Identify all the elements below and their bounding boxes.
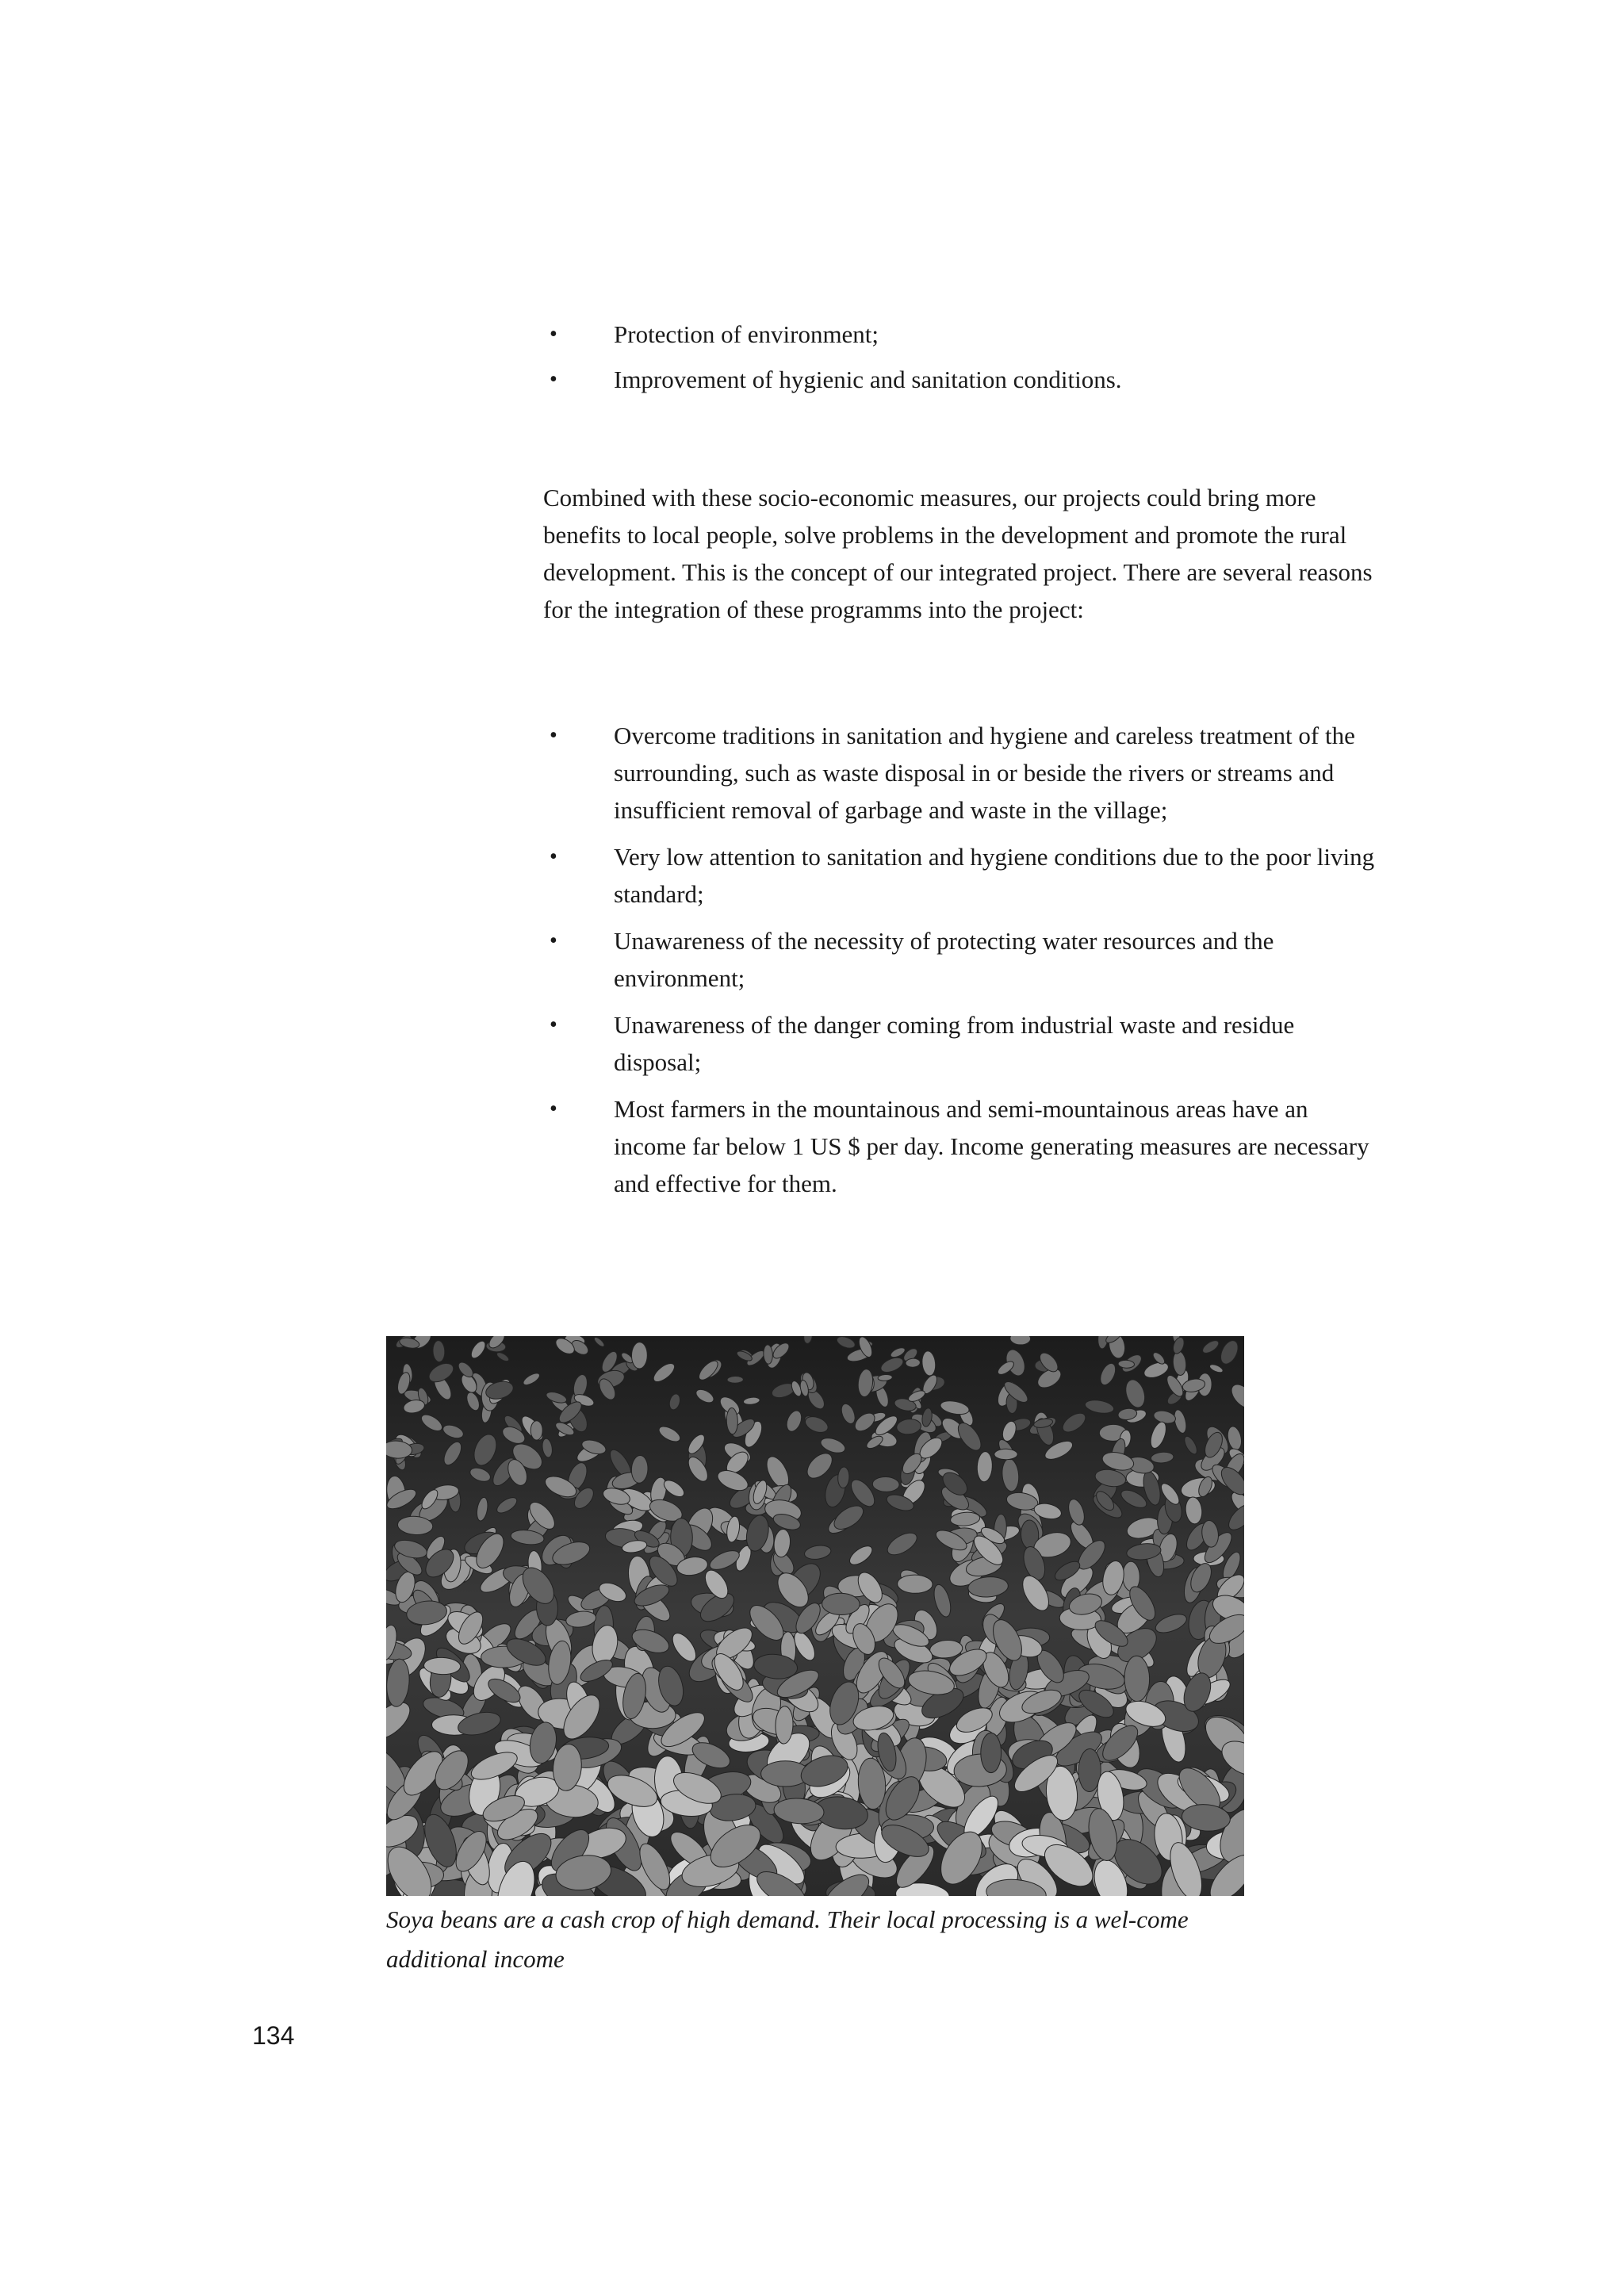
list-item-text: Unawareness of the necessity of protecting water resources and the environment; <box>614 927 1274 992</box>
list-item <box>543 838 1384 913</box>
leaf <box>727 1376 744 1383</box>
bullet-glyph: • <box>550 1013 557 1037</box>
list-item-text: Very low attention to sanitation and hygiene conditions due to the poor living standard; <box>614 843 1375 908</box>
bullet-glyph: • <box>550 1097 557 1121</box>
list-item <box>543 1006 1384 1081</box>
list-item-text: Protection of environment; <box>614 320 879 348</box>
leaf <box>530 1421 542 1440</box>
list-item-text: Most farmers in the mountainous and semi-mountainous areas have an income far below 1 US $ per day. Income generating measures are necessary and effective for them. <box>614 1095 1369 1197</box>
leaf <box>631 1342 647 1369</box>
list-item <box>543 717 1384 829</box>
list-item <box>543 316 1384 353</box>
list-item-text: Unawareness of the danger coming from industrial waste and residue disposal; <box>614 1011 1295 1076</box>
soya-bean-photo <box>386 1336 1244 1896</box>
figure-caption: Soya beans are a cash crop of high demand. Their local processing is a wel-come additional income <box>386 1905 1189 1973</box>
list-item-text: Overcome traditions in sanitation and hygiene and careless treatment of the surrounding, such as waste disposal in or beside the rivers or streams and insufficient removal of garbage and waste in the village; <box>614 722 1355 824</box>
page-number: 134 <box>252 2021 295 2050</box>
list-item <box>543 361 1384 398</box>
bullet-glyph: • <box>550 723 557 748</box>
leaf <box>1124 1656 1151 1702</box>
body-paragraph: Combined with these socio-economic measures, our projects could bring more benefits to local people, solve problems in the development and promote the rural development. This is the concept of our integrated project. There are several reasons for the integration of these programms into the project: <box>543 484 1373 623</box>
leaf <box>822 1593 860 1615</box>
bullet-glyph: • <box>550 844 557 869</box>
list-item <box>543 922 1384 997</box>
leaf <box>994 1449 1017 1459</box>
leaf <box>981 1733 1002 1772</box>
bullet-glyph: • <box>550 322 557 347</box>
bullet-glyph: • <box>550 367 557 392</box>
foliage-illustration <box>386 1336 1244 1896</box>
bullet-glyph: • <box>550 929 557 953</box>
list-item-text: Improvement of hygienic and sanitation conditions. <box>614 366 1122 393</box>
list-item <box>543 1090 1384 1202</box>
bullet-list-reasons <box>543 717 1384 1212</box>
bullet-list-top <box>543 316 1384 406</box>
leaf <box>897 1575 933 1594</box>
